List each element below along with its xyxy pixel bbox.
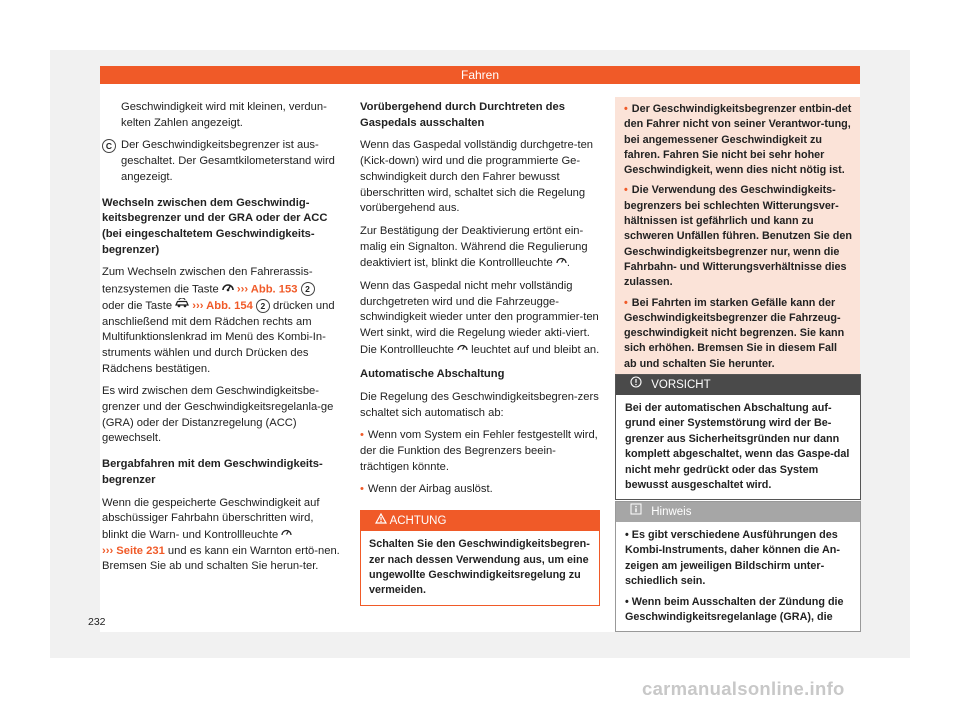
downhill-text-a: Wenn die gespeicherte Geschwindigkeit auf abschüssiger Fahrbahn überschritten wird, blinkt die Warn- und Kontrollleuchte (102, 496, 320, 541)
section-heading-downhill: Bergabfahren mit dem Geschwindigkeits-begrenzer (102, 458, 323, 486)
speed-limiter-lamp-icon (457, 342, 468, 358)
section-heading-switch: Wechseln zwischen dem Geschwindig-keitsbegrenzer und der GRA oder der ACC (bei eingeschaltetem Geschwindigkeits-begrenzer) (102, 196, 328, 256)
kickdown-paragraph-1: Wenn das Gaspedal vollständig durchgetre-ten (Kick-down) wird und die programmierte Ge-schwindigkeit durch den Fahrer bewusst überschritten wird, schaltet sich die Regelung vorübergehend aus. (360, 139, 594, 215)
hinweis-item-2-text: Wenn beim Ausschalten der Zündung die Geschwindigkeitsregelanlage (GRA), die (625, 595, 844, 624)
auto-off-paragraph: Die Regelung des Geschwindigkeitsbegren-zers schaltet sich automatisch ab: (360, 390, 599, 419)
kickdown-paragraph-3 (360, 279, 600, 358)
warning-triangle-icon (375, 511, 387, 531)
switch-paragraph (102, 265, 340, 377)
intro-line: Geschwindigkeit wird mit kleinen, verdun-kelten Zahlen angezeigt. (121, 101, 327, 129)
exclamation-circle-icon (630, 375, 642, 395)
achtung-text: Schalten Sie den Geschwindigkeitsbegren-zer nach dessen Verwendung aus, um eine ungewollte Geschwindigkeitsregelung zu vermeiden. (369, 538, 590, 597)
auto-off-bullet-1: • Wenn vom System ein Fehler festgestellt wird, der die Funktion des Begrenzers beein-trächtigen könnte. (360, 429, 598, 473)
switch-text-b: oder die Taste (102, 299, 173, 312)
kickdown-paragraph-2 (360, 224, 600, 272)
warning-continuation-box (615, 97, 860, 381)
hinweis-header (616, 502, 860, 522)
info-icon (630, 502, 642, 522)
status-item-c (102, 138, 340, 185)
hinweis-item-1: • Es gibt verschiedene Ausführungen des Kombi-Instruments, daher können die An-zeigen am jeweiligen Bildschirm unter-schiedlich sein. (625, 529, 840, 588)
warning-item-1-text: Der Geschwindigkeitsbegrenzer entbin-det den Fahrer nicht von seiner Verantwor-tung, bei angemessener Geschwindigkeit zu fahren. Fahren Sie nicht bei sehr hoher Geschwindigkeit, wenn dies nicht nötig ist. (624, 103, 852, 177)
hinweis-item-1-text: Es gibt verschiedene Ausführungen des Kombi-Instruments, daher können die An-zeigen am jeweiligen Bildschirm unter-schiedlich sein. (625, 529, 840, 588)
vorsicht-header (616, 375, 860, 395)
achtung-box (360, 510, 600, 606)
warning-item-3: • Bei Fahrten im starken Gefälle kann der Geschwindigkeitsbegrenzer die Fahrzeug-geschwindigkeit nicht begrenzen. Sie kann sich erhöhen. Bremsen Sie in diesem Fall ab und schalten Sie herunter. (624, 296, 845, 370)
warning-item-3-text: Bei Fahrten im starken Gefälle kann der Geschwindigkeitsbegrenzer die Fahrzeug-geschwindigkeit nicht begrenzen. Sie kann sich erhöhen. Bremsen Sie in diesem Fall ab und schalten Sie herunter. (624, 296, 845, 370)
kickdown-text-2b: . (566, 257, 570, 270)
warning-item-2: • Die Verwendung des Geschwindigkeits-begrenzers bei schlechten Witterungsver-hältnissen ist gefährlich und kann zu schweren Unfällen führen. Benutzen Sie den Geschwindigkeitsbegrenzer nur, wenn die Fahrbahn- und Witterungsverhältnisse dies zulassen. (624, 184, 852, 289)
downhill-paragraph (102, 496, 340, 575)
page-link-231[interactable]: ››› Seite 231 (102, 544, 165, 557)
status-item-c-text: Der Geschwindigkeitsbegrenzer ist aus-geschaltet. Der Gesamtkilometerstand wird angezeigt. (121, 139, 335, 183)
hinweis-title: Hinweis (651, 506, 692, 519)
downhill-text-b: und es kann ein Warnton ertö-nen. Bremsen Sie ab und schalten Sie herun-ter. (102, 544, 340, 573)
switch-text-a: Zum Wechseln zwischen den Fahrerassis-tenzsystemen die Taste (102, 266, 313, 296)
auto-off-bullet-2: • Wenn der Airbag auslöst. (360, 483, 493, 496)
vorsicht-text: Bei der automatischen Abschaltung auf-grund einer Systemstörung wird der Be-grenzer aus Sicherheitsgründen nur dann komplett abgeschaltet, wenn das Gaspe-dal nicht mehr gedrückt oder das System bewusst ausgeschaltet wird. (625, 402, 850, 492)
hinweis-content (616, 522, 860, 631)
badge-c: C (102, 139, 116, 153)
vorsicht-title: VORSICHT (651, 379, 711, 392)
speedometer-icon (222, 281, 234, 298)
auto-off-bullet-2-text: Wenn der Airbag auslöst. (367, 483, 493, 496)
switch-text-c: drücken und anschließend mit dem Rädchen rechts am Multifunktionslenkrad im Menü des Kombi-In-struments wählen und durch Drücken des Rädchens bestätigen. (102, 299, 335, 375)
warning-item-2-text: Die Verwendung des Geschwindigkeits-begrenzers bei schlechten Witterungsver-hältnissen ist gefährlich und kann zu schweren Unfällen führen. Benutzen Sie den Geschwindigkeitsbegrenzer nur, wenn die Fahrbahn- und Witterungsverhältnisse dies zulassen. (624, 184, 852, 289)
figure-link-154[interactable]: ››› Abb. 154 (192, 299, 253, 312)
badge-2b: 2 (256, 299, 270, 313)
speed-limiter-lamp-icon (556, 255, 567, 271)
hinweis-box (615, 501, 861, 632)
page-number: 232 (88, 616, 106, 628)
section-heading-kickdown: Vorübergehend durch Durchtreten des Gaspedals ausschalten (360, 101, 565, 129)
achtung-header (361, 511, 599, 531)
speed-limiter-lamp-icon (281, 527, 292, 543)
section-header: Fahren (100, 66, 860, 84)
kickdown-text-2a: Zur Bestätigung der Deaktivierung ertönt ein-malig ein Signalton. Während die Regulierung deaktiviert ist, blinkt die Kontrollleuchte (360, 224, 588, 270)
badge-2: 2 (301, 282, 315, 296)
watermark: carmanualsonline.info (642, 678, 845, 699)
vorsicht-box (615, 374, 861, 500)
kickdown-text-3a: Wenn das Gaspedal nicht mehr vollständig durchgetreten wird und die Fahrzeugge-schwindigkeit wieder unter den programmier-ten Wert sinkt, wird die Regelung wieder akti-viert. Die Kontrollleuchte (360, 279, 599, 356)
column-2 (360, 100, 600, 606)
hinweis-item-2: • Wenn beim Ausschalten der Zündung die Geschwindigkeitsregelanlage (GRA), die (625, 595, 844, 624)
kickdown-text-3b: leuchtet auf und bleibt an. (471, 343, 600, 356)
car-assist-icon (175, 298, 189, 314)
achtung-title: ACHTUNG (389, 515, 447, 528)
column-1 (102, 100, 340, 582)
figure-link-153[interactable]: ››› Abb. 153 (236, 283, 298, 296)
warning-item-1: • Der Geschwindigkeitsbegrenzer entbin-det den Fahrer nicht von seiner Verantwor-tung, bei angemessener Geschwindigkeit zu fahren. Fahren Sie nicht bei sehr hoher Geschwindigkeit, wenn dies nicht nötig ist. (624, 103, 852, 177)
auto-off-bullet-1-text: Wenn vom System ein Fehler festgestellt wird, der die Funktion des Begrenzers beein-trächtigen könnte. (360, 429, 598, 473)
switch-paragraph-2: Es wird zwischen dem Geschwindigkeitsbe-grenzer und der Geschwindigkeitsregelanla-ge (GRA) oder der Distanzregelung (ACC) gewechselt. (102, 385, 334, 445)
section-heading-auto-off: Automatische Abschaltung (360, 368, 505, 381)
